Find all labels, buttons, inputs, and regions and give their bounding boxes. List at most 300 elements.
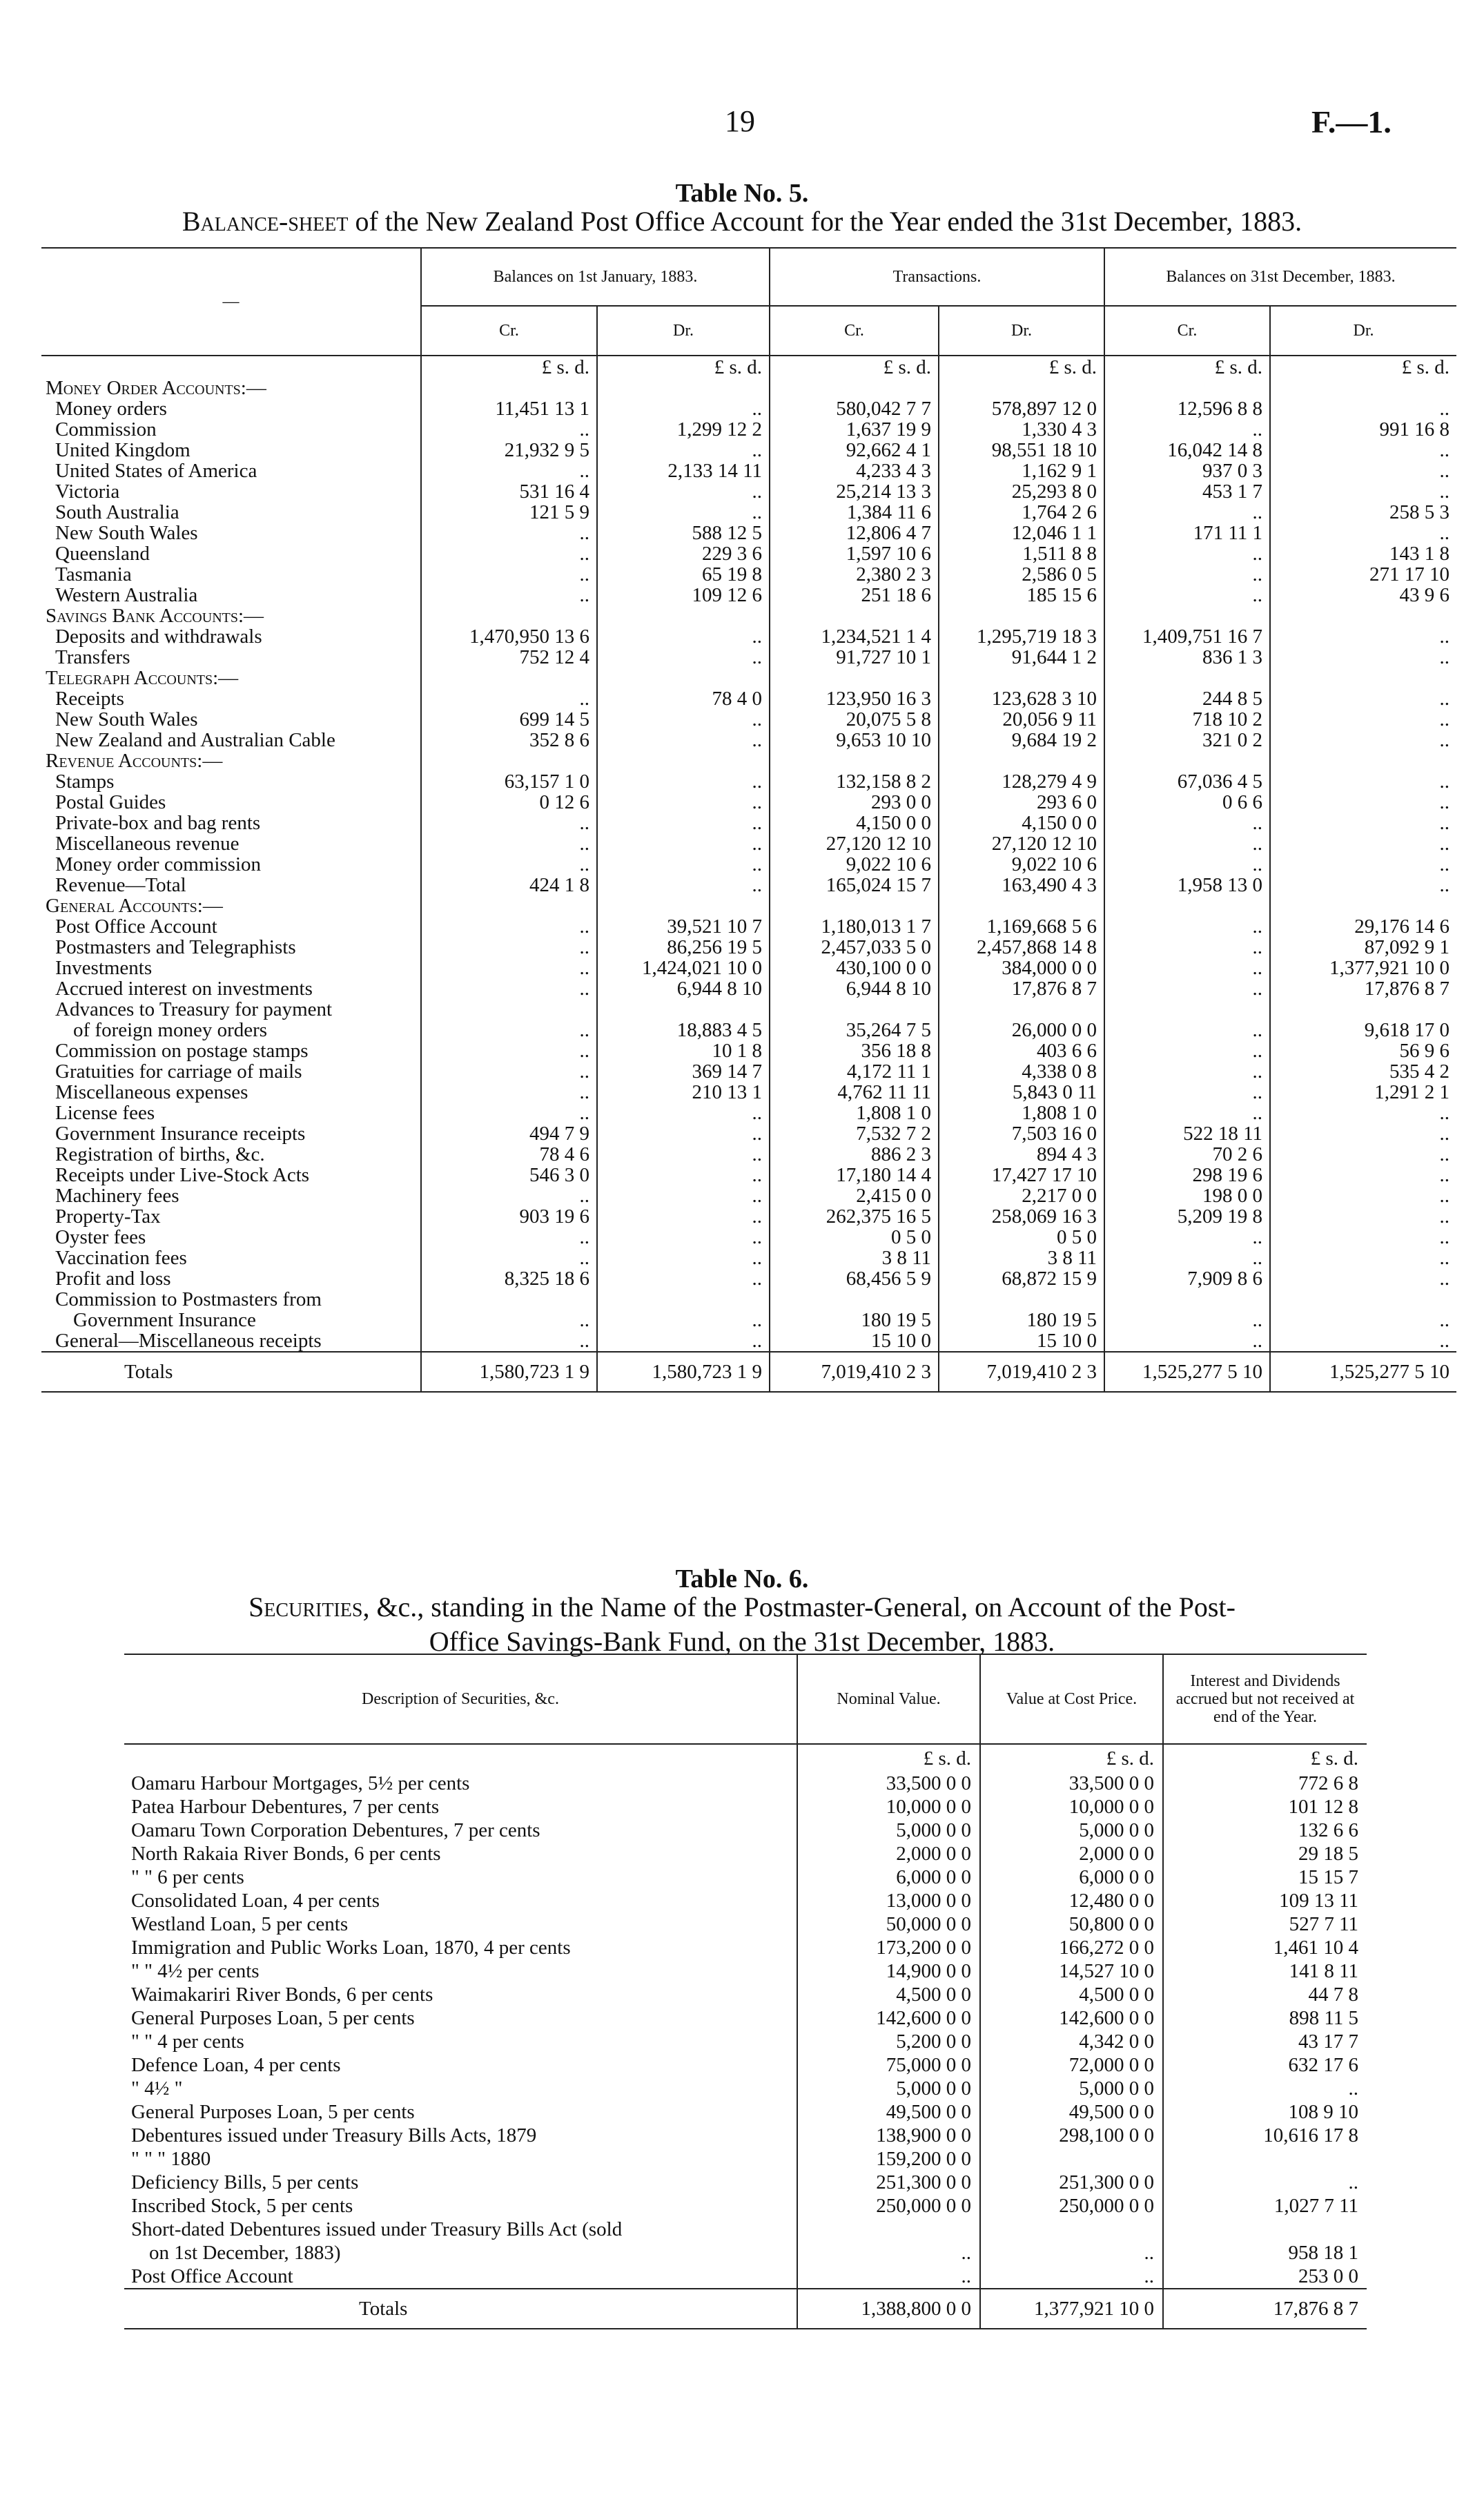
interest-cell: 898 11 5 (1163, 2006, 1367, 2030)
amount-cell: 4,150 0 0 (939, 813, 1104, 833)
amount-cell: 68,456 5 9 (770, 1268, 939, 1289)
nominal-value-cell: 142,600 0 0 (797, 2006, 980, 2030)
amount-cell: 2,457,033 5 0 (770, 937, 939, 958)
amount-cell (597, 605, 770, 626)
table-row (41, 1082, 1456, 1103)
nominal-value-cell (797, 2218, 980, 2241)
amount-cell (1104, 895, 1270, 916)
amount-cell: 4,172 11 1 (770, 1061, 939, 1082)
amount-cell: .. (421, 1103, 597, 1123)
nominal-value-cell: .. (797, 2241, 980, 2265)
amount-cell: 8,325 18 6 (421, 1268, 597, 1289)
amount-cell: .. (1270, 833, 1456, 854)
amount-cell: .. (1104, 543, 1270, 564)
amount-cell: 531 16 4 (421, 481, 597, 502)
amount-cell: .. (1270, 792, 1456, 813)
amount-cell: 535 4 2 (1270, 1061, 1456, 1082)
amount-cell: 171 11 1 (1104, 523, 1270, 543)
row-label: United Kingdom (55, 439, 191, 461)
units-label: £ s. d. (770, 356, 939, 378)
amount-cell: 718 10 2 (1104, 709, 1270, 730)
row-label: Revenue—Total (55, 874, 186, 896)
table6-subtitle-line1: , &c., standing in the Name of the Postmaster-General, on Account of the Post- (362, 1591, 1236, 1622)
table-row (41, 1144, 1456, 1165)
amount-cell: 1,234,521 1 4 (770, 626, 939, 647)
interest-cell: 10,616 17 8 (1163, 2124, 1367, 2147)
cost-price-cell: 4,342 0 0 (980, 2030, 1163, 2053)
amount-cell: .. (1104, 1227, 1270, 1248)
amount-cell: 4,762 11 11 (770, 1082, 939, 1103)
table-row (41, 543, 1456, 564)
amount-cell: .. (1104, 502, 1270, 523)
row-label: Profit and loss (55, 1268, 171, 1290)
amount-cell: .. (1104, 937, 1270, 958)
page-header (0, 104, 1484, 145)
amount-cell (1270, 668, 1456, 688)
amount-cell: 12,596 8 8 (1104, 398, 1270, 419)
amount-cell (1104, 1289, 1270, 1310)
amount-cell: 163,490 4 3 (939, 875, 1104, 895)
amount-cell: 7,532 7 2 (770, 1123, 939, 1144)
totals-label: Totals (124, 2289, 797, 2329)
table-row (124, 2265, 1367, 2289)
amount-cell: .. (421, 419, 597, 440)
amount-cell: 321 0 2 (1104, 730, 1270, 750)
amount-cell: .. (1270, 1330, 1456, 1352)
amount-cell: 894 4 3 (939, 1144, 1104, 1165)
security-description: Immigration and Public Works Loan, 1870, 4 per cents (131, 1937, 571, 1959)
amount-cell (1104, 999, 1270, 1020)
security-description: General Purposes Loan, 5 per cents (131, 2101, 415, 2123)
row-label: Accrued interest on investments (55, 978, 313, 1000)
amount-cell: 4,233 4 3 (770, 461, 939, 481)
row-label: South Australia (55, 501, 179, 523)
amount-cell: .. (597, 1310, 770, 1330)
row-label: Transfers (55, 646, 130, 668)
security-description: Waimakariri River Bonds, 6 per cents (131, 1984, 433, 2006)
amount-cell: 17,876 8 7 (1270, 978, 1456, 999)
amount-cell: 7,503 16 0 (939, 1123, 1104, 1144)
table-row (41, 1123, 1456, 1144)
amount-cell: 132,158 8 2 (770, 771, 939, 792)
table-row (41, 585, 1456, 605)
row-label: Investments (55, 957, 153, 979)
amount-cell: 1,295,719 18 3 (939, 626, 1104, 647)
amount-cell: .. (1270, 1248, 1456, 1268)
description-header: Description of Securities, &c. (124, 1654, 797, 1744)
row-label: Commission on postage stamps (55, 1040, 309, 1062)
row-label: Deposits and withdrawals (55, 626, 262, 648)
row-label: Registration of births, &c. (55, 1143, 265, 1165)
amount-cell (770, 378, 939, 398)
security-description: " " 4 per cents (131, 2030, 244, 2053)
cost-price-cell: 142,600 0 0 (980, 2006, 1163, 2030)
table5-subtitle-lead: Balance-sheet (182, 206, 349, 237)
amount-cell (939, 668, 1104, 688)
amount-cell (939, 999, 1104, 1020)
amount-cell: 298 19 6 (1104, 1165, 1270, 1185)
row-label: Vaccination fees (55, 1247, 187, 1269)
row-label: New South Wales (55, 522, 198, 544)
amount-cell: 1,162 9 1 (939, 461, 1104, 481)
amount-cell: .. (1104, 1103, 1270, 1123)
amount-cell: 91,644 1 2 (939, 647, 1104, 668)
amount-cell: 12,046 1 1 (939, 523, 1104, 543)
amount-cell: 123,628 3 10 (939, 688, 1104, 709)
units-label: £ s. d. (421, 356, 597, 378)
amount-cell: .. (421, 543, 597, 564)
amount-cell (770, 895, 939, 916)
security-description: North Rakaia River Bonds, 6 per cents (131, 1843, 441, 1865)
amount-cell: .. (1104, 419, 1270, 440)
nominal-value-cell: 159,200 0 0 (797, 2147, 980, 2171)
amount-cell: 2,133 14 11 (597, 461, 770, 481)
row-label: New Zealand and Australian Cable (55, 729, 335, 751)
amount-cell: 121 5 9 (421, 502, 597, 523)
table-row (124, 1936, 1367, 1959)
table-row (124, 1842, 1367, 1865)
interest-cell (1163, 2218, 1367, 2241)
amount-cell (421, 378, 597, 398)
amount-cell: 2,217 0 0 (939, 1185, 1104, 1206)
amount-cell: 9,022 10 6 (770, 854, 939, 875)
table-row (41, 813, 1456, 833)
security-description: " " 4½ per cents (131, 1960, 260, 1982)
amount-cell: 293 6 0 (939, 792, 1104, 813)
row-label: Government Insurance receipts (55, 1123, 306, 1145)
cost-price-cell: 33,500 0 0 (980, 1772, 1163, 1795)
amount-cell (597, 895, 770, 916)
row-label: Receipts (55, 688, 124, 710)
interest-cell: 632 17 6 (1163, 2053, 1367, 2077)
units-row (124, 1744, 1367, 1772)
nominal-value-cell: 33,500 0 0 (797, 1772, 980, 1795)
interest-cell: 44 7 8 (1163, 1983, 1367, 2006)
amount-cell: .. (1270, 626, 1456, 647)
interest-cell: .. (1163, 2171, 1367, 2194)
amount-cell: 18,883 4 5 (597, 1020, 770, 1040)
row-label: Victoria (55, 481, 120, 503)
table-row (41, 1165, 1456, 1185)
row-label: Miscellaneous revenue (55, 833, 240, 855)
table-row (41, 626, 1456, 647)
table6-title: Table No. 6. (675, 1564, 809, 1593)
amount-cell: 5,843 0 11 (939, 1082, 1104, 1103)
table-row (41, 1185, 1456, 1206)
securities-body (124, 1744, 1367, 2329)
security-description: Westland Loan, 5 per cents (131, 1913, 349, 1935)
amount-cell: .. (597, 1248, 770, 1268)
amount-cell: 2,457,868 14 8 (939, 937, 1104, 958)
amount-cell: 70 2 6 (1104, 1144, 1270, 1165)
amount-cell: 39,521 10 7 (597, 916, 770, 937)
table-row (124, 1795, 1367, 1819)
amount-cell (1270, 999, 1456, 1020)
amount-cell: 1,169,668 5 6 (939, 916, 1104, 937)
nominal-value-cell: 13,000 0 0 (797, 1889, 980, 1912)
amount-cell: 109 12 6 (597, 585, 770, 605)
row-label: United States of America (55, 460, 257, 482)
row-label: Oyster fees (55, 1226, 146, 1248)
amount-cell (421, 1289, 597, 1310)
nominal-value-cell: 4,500 0 0 (797, 1983, 980, 2006)
amount-cell: 180 19 5 (939, 1310, 1104, 1330)
amount-cell: 21,932 9 5 (421, 440, 597, 461)
amount-cell: 430,100 0 0 (770, 958, 939, 978)
amount-cell (1270, 378, 1456, 398)
amount-cell: .. (597, 1103, 770, 1123)
group-header-closing: Balances on 31st December, 1883. (1104, 248, 1456, 306)
nominal-value-cell: 49,500 0 0 (797, 2100, 980, 2124)
total-cell: 7,019,410 2 3 (939, 1352, 1104, 1392)
security-description: Debentures issued under Treasury Bills Acts, 1879 (131, 2124, 537, 2146)
amount-cell (597, 750, 770, 771)
interest-cell: 109 13 11 (1163, 1889, 1367, 1912)
table-row (41, 854, 1456, 875)
amount-cell: .. (1270, 1206, 1456, 1227)
amount-cell: 91,727 10 1 (770, 647, 939, 668)
table-row (41, 875, 1456, 895)
nominal-value-cell: 14,900 0 0 (797, 1959, 980, 1983)
amount-cell: 699 14 5 (421, 709, 597, 730)
amount-cell: 6,944 8 10 (770, 978, 939, 999)
amount-cell: 580,042 7 7 (770, 398, 939, 419)
amount-cell: .. (421, 564, 597, 585)
table-row (124, 2100, 1367, 2124)
units-label: £ s. d. (1270, 356, 1456, 378)
amount-cell: 903 19 6 (421, 1206, 597, 1227)
row-label: Postal Guides (55, 791, 166, 813)
cost-price-cell: 298,100 0 0 (980, 2124, 1163, 2147)
amount-cell: 1,384 11 6 (770, 502, 939, 523)
amount-cell: .. (1270, 481, 1456, 502)
cost-price-cell: 14,527 10 0 (980, 1959, 1163, 1983)
amount-cell: 886 2 3 (770, 1144, 939, 1165)
interest-cell: .. (1163, 2077, 1367, 2100)
amount-cell: 1,637 19 9 (770, 419, 939, 440)
amount-cell: 87,092 9 1 (1270, 937, 1456, 958)
table-row (41, 440, 1456, 461)
amount-cell: 10 1 8 (597, 1040, 770, 1061)
amount-cell: 210 13 1 (597, 1082, 770, 1103)
amount-cell: .. (1104, 813, 1270, 833)
amount-cell: 180 19 5 (770, 1310, 939, 1330)
interest-cell: 958 18 1 (1163, 2241, 1367, 2265)
amount-cell: 2,380 2 3 (770, 564, 939, 585)
amount-cell: .. (421, 958, 597, 978)
security-description: Short-dated Debentures issued under Treasury Bills Act (sold (131, 2218, 623, 2240)
amount-cell: .. (1104, 1020, 1270, 1040)
table6-subtitle (0, 1590, 1484, 1659)
row-label: Western Australia (55, 584, 198, 606)
amount-cell: 4,338 0 8 (939, 1061, 1104, 1082)
table-row (41, 1040, 1456, 1061)
amount-cell: .. (1270, 461, 1456, 481)
amount-cell: 128,279 4 9 (939, 771, 1104, 792)
total-cell: 1,580,723 1 9 (421, 1352, 597, 1392)
amount-cell: .. (1270, 523, 1456, 543)
amount-cell: 56 9 6 (1270, 1040, 1456, 1061)
table-row (41, 523, 1456, 543)
nominal-value-cell: 6,000 0 0 (797, 1865, 980, 1889)
table-row (124, 1819, 1367, 1842)
amount-cell: .. (1270, 813, 1456, 833)
amount-cell: 522 18 11 (1104, 1123, 1270, 1144)
amount-cell: .. (421, 1185, 597, 1206)
col-header: Dr. (597, 306, 770, 356)
total-cell: 1,525,277 5 10 (1270, 1352, 1456, 1392)
amount-cell: .. (1270, 1268, 1456, 1289)
amount-cell: .. (597, 626, 770, 647)
nominal-value-cell: 2,000 0 0 (797, 1842, 980, 1865)
amount-cell: 4,150 0 0 (770, 813, 939, 833)
interest-cell: 253 0 0 (1163, 2265, 1367, 2289)
interest-cell: 1,027 7 11 (1163, 2194, 1367, 2218)
amount-cell: 9,653 10 10 (770, 730, 939, 750)
table-row (124, 2194, 1367, 2218)
amount-cell: 5,209 19 8 (1104, 1206, 1270, 1227)
amount-cell: .. (1270, 854, 1456, 875)
amount-cell: .. (597, 1165, 770, 1185)
interest-cell: 1,461 10 4 (1163, 1936, 1367, 1959)
row-label: Telegraph Accounts:— (46, 667, 239, 689)
amount-cell: 67,036 4 5 (1104, 771, 1270, 792)
row-label: Revenue Accounts:— (46, 750, 223, 772)
security-description: Consolidated Loan, 4 per cents (131, 1890, 380, 1912)
interest-cell: 15 15 7 (1163, 1865, 1367, 1889)
table-row (124, 1772, 1367, 1795)
row-label: Gratuities for carriage of mails (55, 1060, 302, 1083)
cost-price-cell: 50,800 0 0 (980, 1912, 1163, 1936)
amount-cell: .. (1270, 771, 1456, 792)
amount-cell: 25,214 13 3 (770, 481, 939, 502)
table-row (124, 2241, 1367, 2265)
interest-cell: 43 17 7 (1163, 2030, 1367, 2053)
table-row (41, 564, 1456, 585)
security-description: Oamaru Town Corporation Debentures, 7 per cents (131, 1819, 540, 1841)
units-label: £ s. d. (980, 1744, 1163, 1772)
amount-cell (939, 895, 1104, 916)
amount-cell: 16,042 14 8 (1104, 440, 1270, 461)
interest-cell: 132 6 6 (1163, 1819, 1367, 1842)
amount-cell (597, 1289, 770, 1310)
amount-cell: .. (421, 1082, 597, 1103)
row-label: Miscellaneous expenses (55, 1081, 248, 1103)
amount-cell: .. (1270, 440, 1456, 461)
table-row (41, 978, 1456, 999)
amount-cell: 17,180 14 4 (770, 1165, 939, 1185)
nominal-value-cell: 5,200 0 0 (797, 2030, 980, 2053)
total-cell: 1,580,723 1 9 (597, 1352, 770, 1392)
table-row (41, 999, 1456, 1020)
amount-cell (770, 668, 939, 688)
amount-cell: .. (1104, 1248, 1270, 1268)
table-row (41, 1330, 1456, 1352)
amount-cell: 65 19 8 (597, 564, 770, 585)
col-header: Cr. (1104, 306, 1270, 356)
table-row (41, 481, 1456, 502)
nominal-value-cell: 50,000 0 0 (797, 1912, 980, 1936)
table5-subtitle-rest: of the New Zealand Post Office Account for the Year ended the 31st December, 1883. (348, 206, 1302, 237)
amount-cell: 369 14 7 (597, 1061, 770, 1082)
amount-cell: 244 8 5 (1104, 688, 1270, 709)
cost-price-cell: 72,000 0 0 (980, 2053, 1163, 2077)
amount-cell: 251 18 6 (770, 585, 939, 605)
amount-cell: 11,451 13 1 (421, 398, 597, 419)
amount-cell: 424 1 8 (421, 875, 597, 895)
amount-cell (770, 605, 939, 626)
amount-cell: .. (1104, 833, 1270, 854)
amount-cell: .. (421, 854, 597, 875)
table-row (41, 937, 1456, 958)
row-label: Commission to Postmasters from (55, 1288, 322, 1310)
amount-cell: 27,120 12 10 (770, 833, 939, 854)
label-column-header: — (41, 248, 421, 356)
amount-cell (1270, 605, 1456, 626)
amount-cell (421, 750, 597, 771)
nominal-value-cell: .. (797, 2265, 980, 2289)
amount-cell: 35,264 7 5 (770, 1020, 939, 1040)
amount-cell: .. (597, 1227, 770, 1248)
cost-price-cell: 4,500 0 0 (980, 1983, 1163, 2006)
interest-cell: 101 12 8 (1163, 1795, 1367, 1819)
amount-cell: 1,409,751 16 7 (1104, 626, 1270, 647)
amount-cell: .. (597, 1268, 770, 1289)
nominal-value-cell: 5,000 0 0 (797, 1819, 980, 1842)
amount-cell: .. (597, 1123, 770, 1144)
row-label: License fees (55, 1102, 155, 1124)
total-cell: 1,525,277 5 10 (1104, 1352, 1270, 1392)
amount-cell: .. (597, 730, 770, 750)
interest-cell: 527 7 11 (1163, 1912, 1367, 1936)
securities-table (124, 1654, 1367, 2329)
amount-cell: 1,299 12 2 (597, 419, 770, 440)
table-row (41, 792, 1456, 813)
table-row (41, 688, 1456, 709)
amount-cell: .. (597, 709, 770, 730)
col-header: Cr. (770, 306, 939, 356)
amount-cell: 588 12 5 (597, 523, 770, 543)
row-label: Money order commission (55, 853, 262, 875)
amount-cell: 0 12 6 (421, 792, 597, 813)
amount-cell: 1,808 1 0 (770, 1103, 939, 1123)
amount-cell: .. (421, 978, 597, 999)
security-description: Post Office Account (131, 2265, 293, 2287)
table-row (124, 1865, 1367, 1889)
total-cell: 7,019,410 2 3 (770, 1352, 939, 1392)
amount-cell (1270, 750, 1456, 771)
security-description: on 1st December, 1883) (149, 2242, 341, 2264)
amount-cell: 6,944 8 10 (597, 978, 770, 999)
amount-cell: .. (1104, 1082, 1270, 1103)
amount-cell: 0 5 0 (770, 1227, 939, 1248)
amount-cell: .. (1104, 978, 1270, 999)
amount-cell: 78 4 0 (597, 688, 770, 709)
col-header: Cr. (421, 306, 597, 356)
amount-cell: .. (1270, 875, 1456, 895)
table-row (41, 1227, 1456, 1248)
amount-cell: .. (1270, 647, 1456, 668)
amount-cell: .. (597, 792, 770, 813)
amount-cell: 0 5 0 (939, 1227, 1104, 1248)
table-row (124, 2147, 1367, 2171)
amount-cell (421, 999, 597, 1020)
amount-cell: 43 9 6 (1270, 585, 1456, 605)
amount-cell: 123,950 16 3 (770, 688, 939, 709)
totals-row (124, 2289, 1367, 2329)
amount-cell: 63,157 1 0 (421, 771, 597, 792)
amount-cell: 1,291 2 1 (1270, 1082, 1456, 1103)
